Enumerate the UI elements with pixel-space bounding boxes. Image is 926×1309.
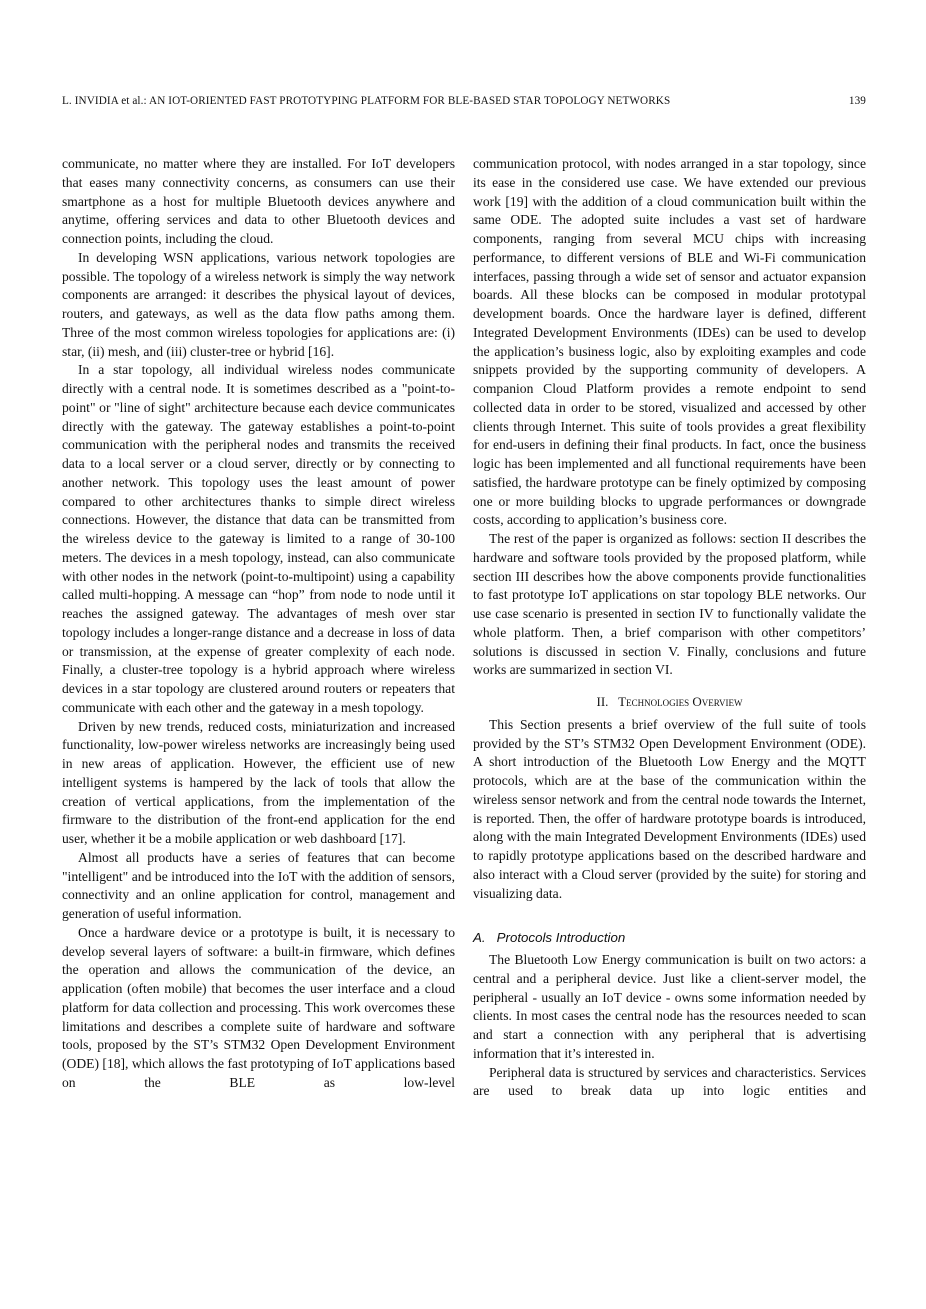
paragraph: Driven by new trends, reduced costs, miniaturization and increased functionality, low-power wireless networks are increasingly being used in new areas of application. However, the efficient use of new intelligent systems is hampered by the lack of tools that allow the creation of vertical applications, from the implementation of the firmware to the distribution of the front-end application for the end user, whether it be a mobile application or web dashboard [17].	[62, 718, 455, 846]
paragraph: Peripheral data is structured by services and characteristics. Services are used to break data up into logic entities and	[473, 1064, 866, 1099]
paragraph: communicate, no matter where they are installed. For IoT developers that eases many connectivity concerns, as consumers can use their smartphone as a host for multiple Bluetooth devices anywhere and anytime, offering services and data to other Bluetooth devices and connection points, including the cloud.	[62, 156, 455, 246]
running-title: L. INVIDIA et al.: AN IOT-ORIENTED FAST PROTOTYPING PLATFORM FOR BLE-BASED STAR TOPOLOGY NETWORKS	[62, 95, 671, 107]
left-column	[62, 155, 455, 1093]
paragraph: The Bluetooth Low Energy communication is built on two actors: a central and a peripheral device. Just like a client-server model, the peripheral - usually an IoT device - owns some information needed by clients. In most cases the central node has the resources needed to scan and start a connection with any peripheral that is advertising information that it’s interested in.	[473, 952, 866, 1061]
paragraph: Almost all products have a series of features that can become "intelligent" and be introduced into the IoT with the addition of sensors, connectivity and an online application for control, management and generation of useful information.	[62, 849, 455, 921]
subsection-heading: A. Protocols Introduction	[473, 930, 626, 946]
paragraph: In a star topology, all individual wireless nodes communicate directly with a central node. It is sometimes described as a "point-to-point" or "line of sight" architecture because each device communicates directly with the gateway. The gateway establishes a point-to-point communication with the peripheral nodes and transmits the received data to a local server or a cloud server, directly or by connecting to another network. This topology uses the least amount of power compared to other architectures thanks to simple direct wireless connections. However, the distance that data can be transmitted from the wireless device to the gateway is limited to a range of 30-100 meters. The devices in a mesh topology, instead, can also communicate with other nodes in the network (point-to-multipoint) using a capability called multi-hopping. A message can “hop” from node to node until it reaches the assigned gateway. The advantages of mesh over star topology includes a longer-range distance and a decrease in loss of data or transmission, at the expense of greater complexity of each node. Finally, a cluster-tree topology is a hybrid approach where wireless devices in a star topology are clustered around routers or repeaters that communicate with each other and the gateway in a mesh topology.	[62, 362, 455, 715]
section-title: Technologies Overview	[618, 694, 743, 709]
right-column	[473, 155, 866, 1101]
section-number: II.	[596, 694, 609, 709]
paragraph: Once a hardware device or a prototype is built, it is necessary to develop several layers of software: a built-in firmware, which defines the operation and allows the communication of the device, an application (often mobile) that becomes the user interface and a cloud platform for data collection and processing. This work overcomes these limitations and describes a complete suite of hardware and software tools, proposed by the ST’s STM32 Open Development Environment (ODE) [18], which allows the fast prototyping of IoT applications based on the BLE as low-level	[62, 924, 455, 1090]
section-heading	[473, 693, 866, 712]
paragraph: The rest of the paper is organized as follows: section II describes the hardware and software tools provided by the proposed platform, while section III describes how the above components provide functionalities to fast prototype IoT applications on star topology BLE networks. Our use case scenario is presented in section IV to functionally validate the whole platform. Then, a brief comparison with other competitors’ solutions is discussed in section V. Finally, conclusions and future works are summarized in section VI.	[473, 531, 866, 678]
paragraph: In developing WSN applications, various network topologies are possible. The topology of a wireless network is simply the way network components are arranged: it describes the physical layout of devices, routers, and gateways, as well as the data flow paths among them. Three of the most common wireless topologies for applications are: (i) star, (ii) mesh, and (iii) cluster-tree or hybrid [16].	[62, 249, 455, 359]
page-number: 139	[848, 95, 866, 107]
paragraph: communication protocol, with nodes arranged in a star topology, since its ease in the considered use case. We have extended our previous work [19] with the addition of a cloud communication built within the same ODE. The adopted suite includes a vast set of hardware components, ranging from several MCU chips with increasing performance, to different versions of BLE and Wi-Fi communication interfaces, passing through a wide set of sensor and actuator expansion boards. All these blocks can be composed in modular prototypal development boards. Once the hardware layer is defined, different Integrated Development Environments (IDEs) can be used to develop the application’s business logic, also by exploiting examples and code snippets provided by the supporting community of developers. A companion Cloud Platform provides a remote endpoint to send collected data in order to be stored, visualized and accessed by other clients through Internet. This suite of tools provides a great flexibility for end-users in defining their final products. In fact, once the business logic has been implemented and all functional requirements have been satisfied, the hardware prototype can be finely optimized by composing one or more building blocks to upgrade performances or downgrade costs, according to application’s business core.	[473, 156, 866, 528]
paragraph: This Section presents a brief overview of the full suite of tools provided by the ST’s STM32 Open Development Environment (ODE). A short introduction of the Bluetooth Low Energy and the MQTT protocols, which are at the base of the communication within the wireless sensor network and from the central node towards the Internet, is reported. Then, the offer of hardware prototype boards is introduced, along with the main Integrated Development Environments (IDEs) used to rapidly prototype applications based on the described hardware and also interact with a Cloud server (provided by the suite) for storing and visualizing data.	[473, 716, 866, 901]
